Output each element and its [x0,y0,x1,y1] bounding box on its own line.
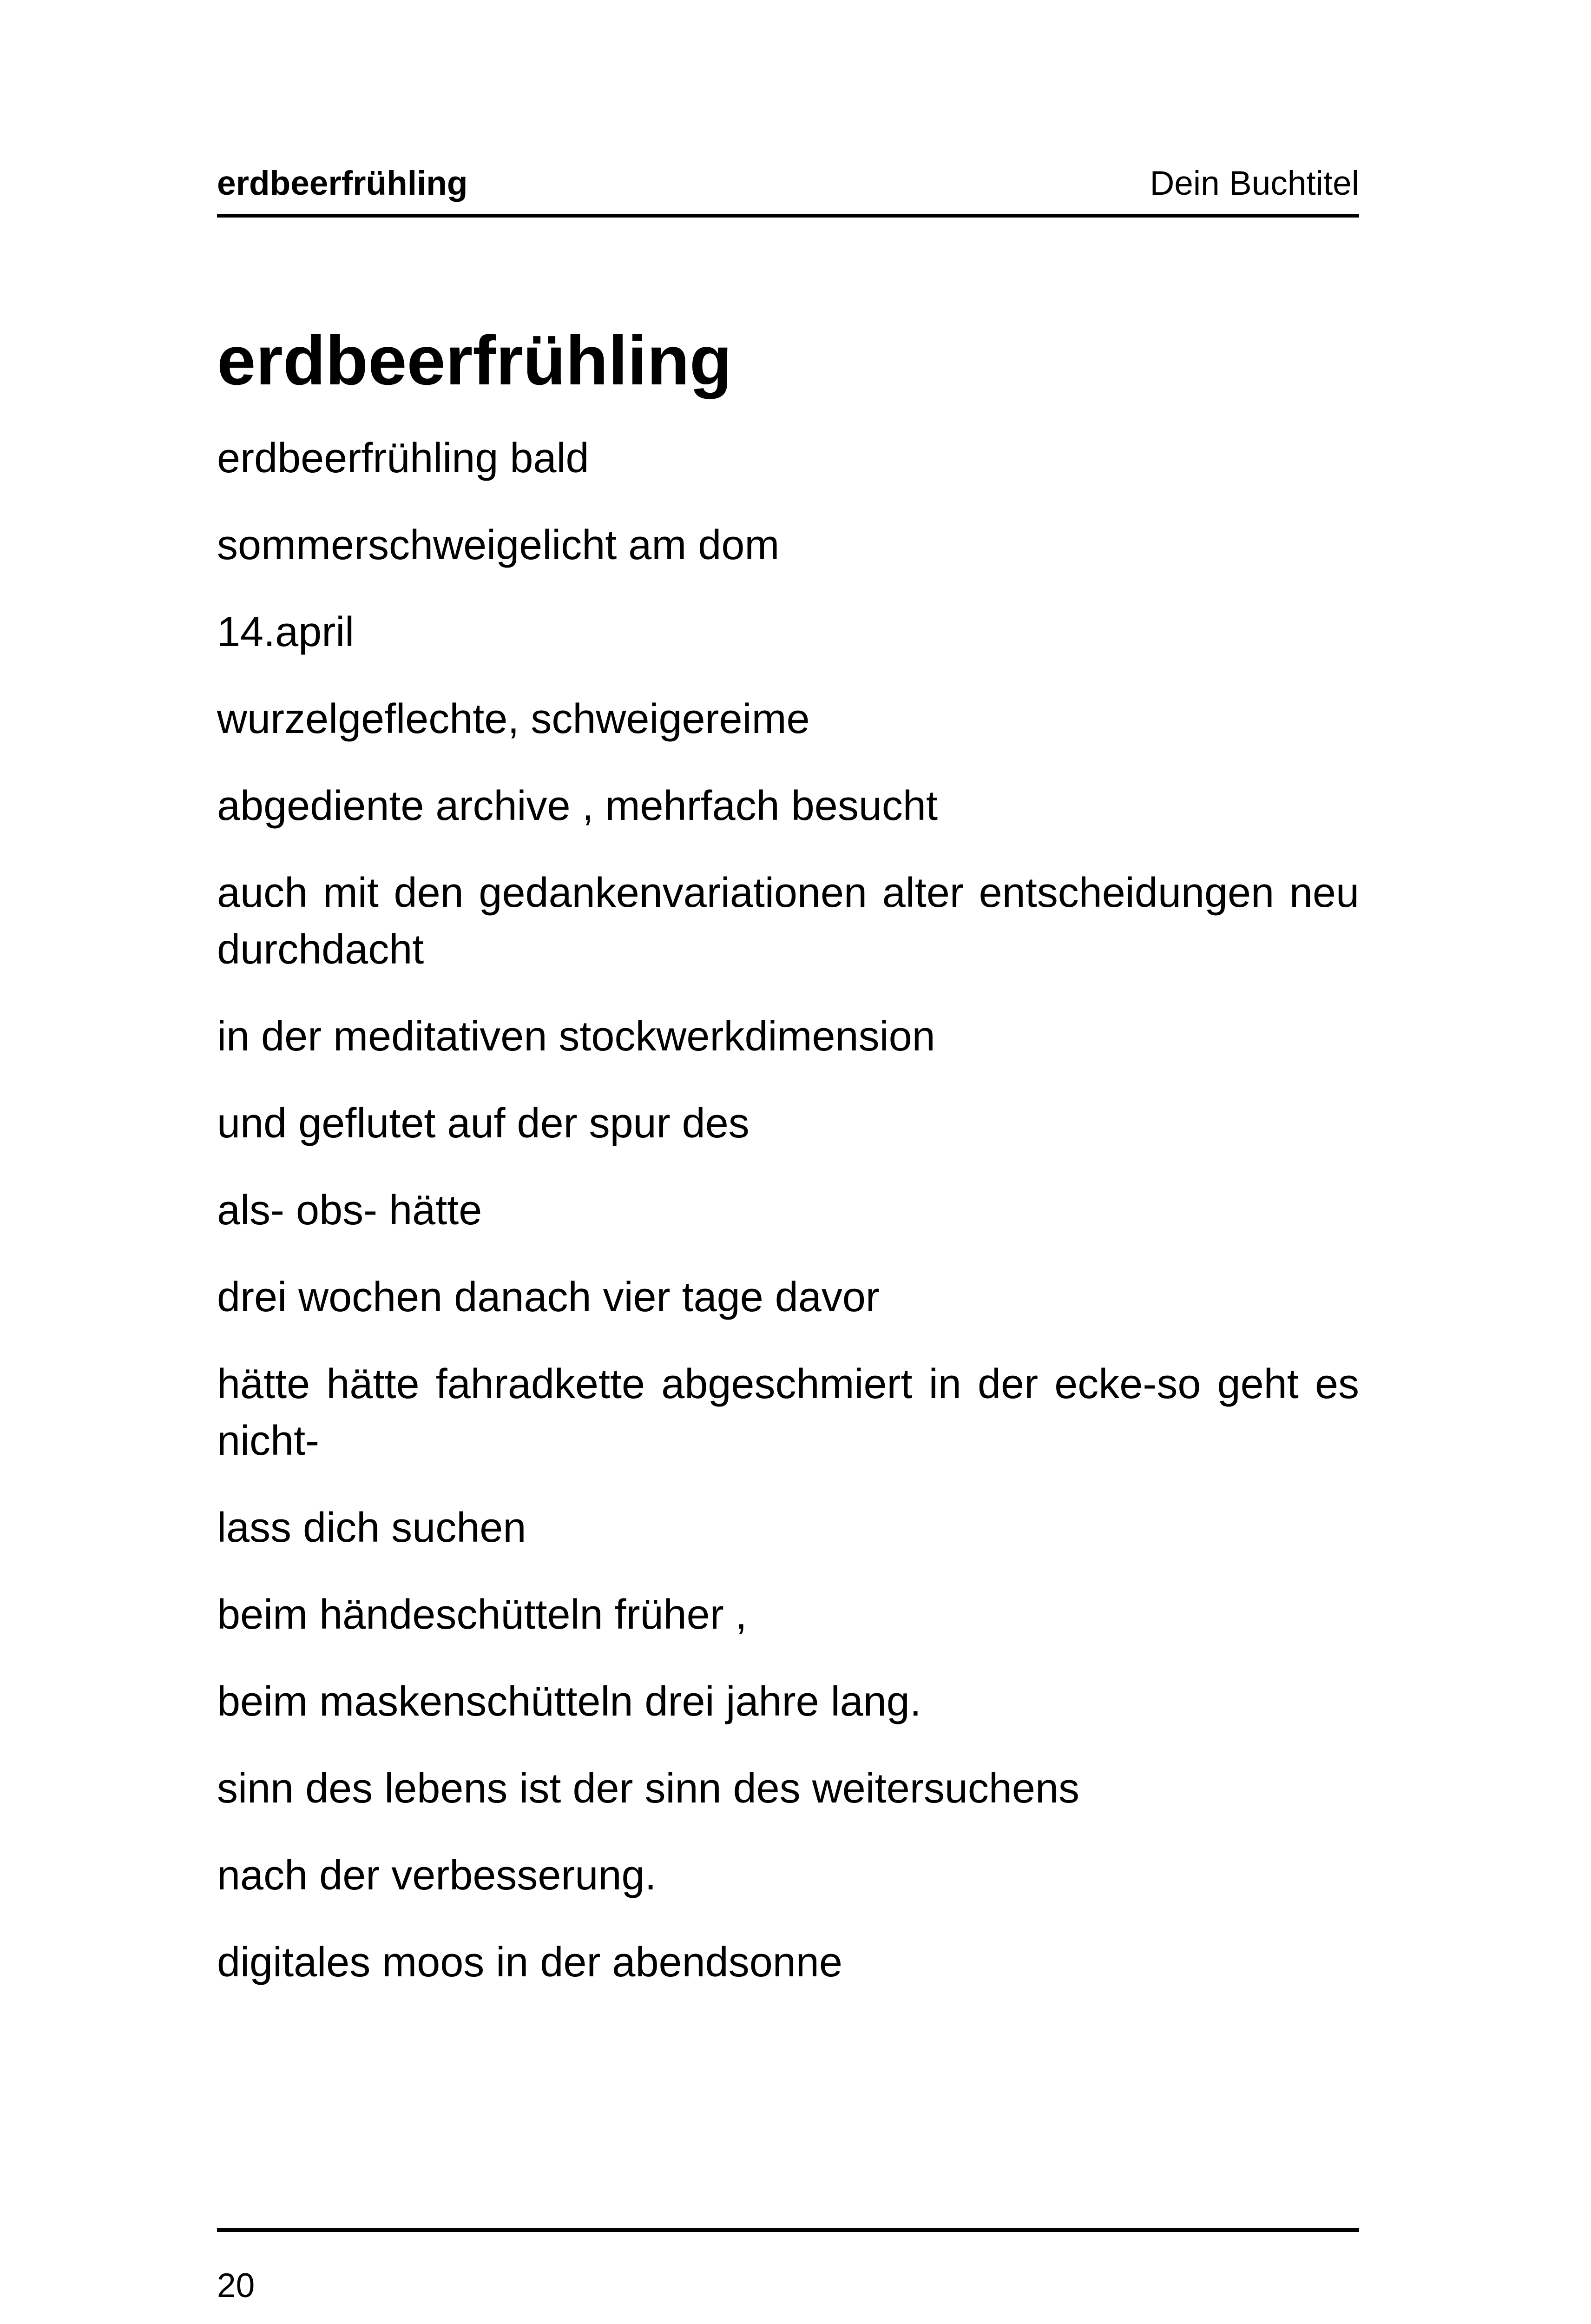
running-header [217,160,1359,207]
poem-title: erdbeerfrühling [217,321,732,399]
poem-line: sinn des lebens ist der sinn des weitersuchens [217,1765,1080,1812]
poem-line: drei wochen danach vier tage davor [217,1274,880,1320]
running-header-chapter: erdbeerfrühling [217,165,468,202]
poem-line: beim händeschütteln früher , [217,1591,747,1638]
poem-line: erdbeerfrühling bald [217,435,589,482]
poem-line: sommerschweigelicht am dom [217,522,780,568]
poem-line: auch mit den gedankenvariationen alter entscheidungen neu durchdacht [217,870,1359,973]
poem-line: 14.april [217,609,355,655]
poem-body [217,430,1359,2021]
poem-line: lass dich suchen [217,1505,526,1551]
poem-line: in der meditativen stockwerkdimension [217,1013,935,1060]
poem-line: beim maskenschütteln drei jahre lang. [217,1678,921,1725]
running-header-book-title: Dein Buchtitel [1150,165,1359,202]
poem-line: und geflutet auf der spur des [217,1100,749,1147]
poem-line: als- obs- hätte [217,1187,482,1234]
poem-line: nach der verbesserung. [217,1852,657,1899]
footer-rule [217,2228,1359,2232]
poem-line: hätte hätte fahradkette abgeschmiert in der ecke-so geht es nicht- [217,1361,1359,1464]
header-rule [217,214,1359,218]
page-number: 20 [217,2267,255,2304]
poem-line: abgediente archive , mehrfach besucht [217,783,938,829]
poem-line: wurzelgeflechte, schweigereime [217,696,810,742]
poem-line: digitales moos in der abendsonne [217,1939,842,1986]
